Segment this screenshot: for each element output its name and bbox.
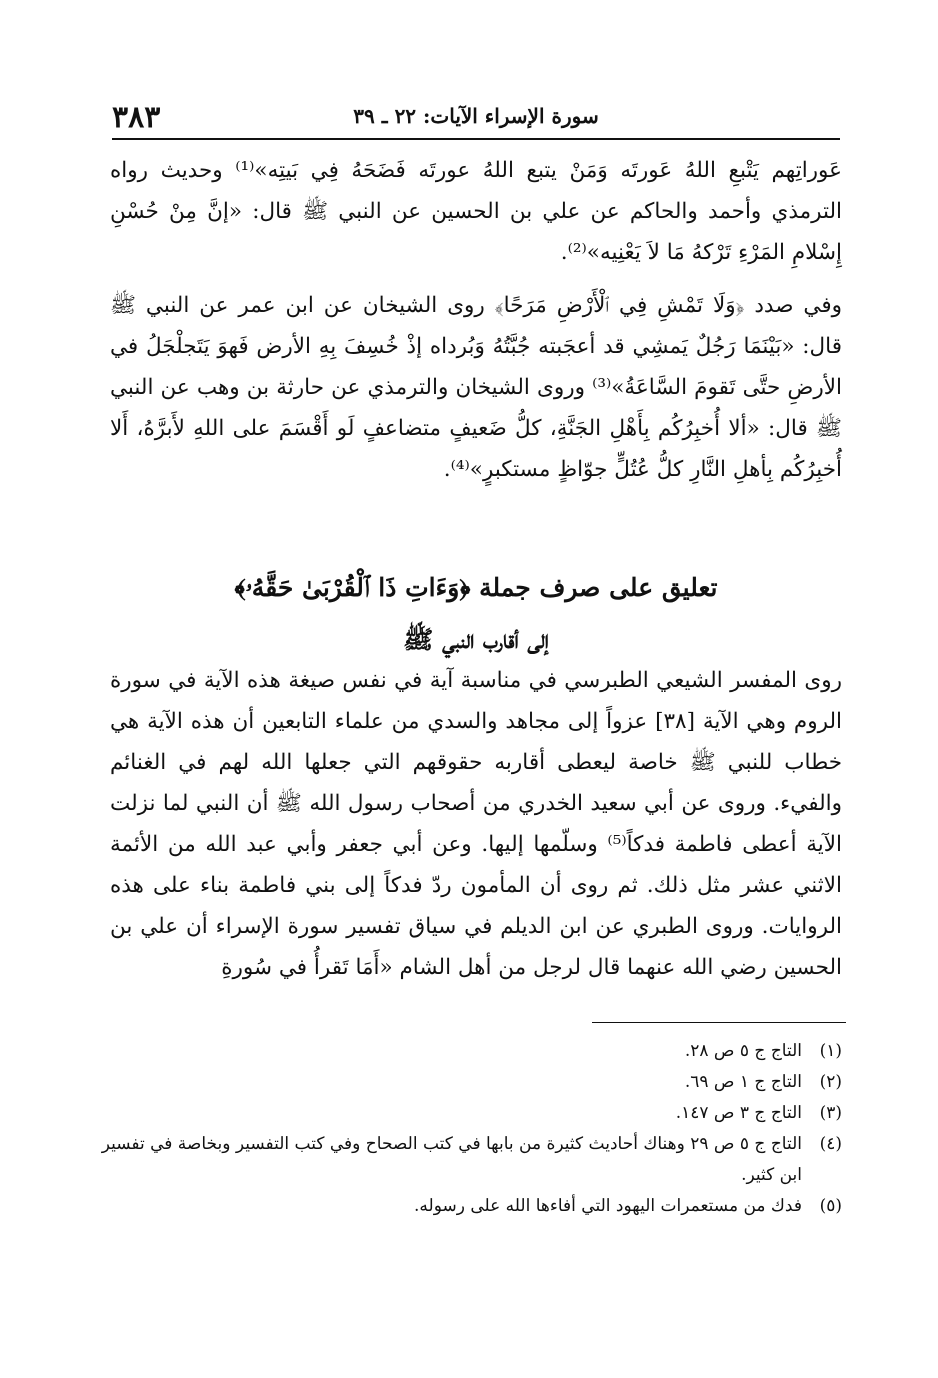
footnote-number: (٢) [819, 1072, 842, 1092]
footnotes [96, 1036, 842, 1222]
paragraph-3 [110, 660, 842, 988]
paragraph-1 [110, 150, 842, 273]
section-heading-line-1: تعليق على صرف جملة ﴿وَءَاتِ ذَا ٱلْقُرْبَىٰ حَقَّهُۥ﴾ [234, 573, 718, 602]
footnote-text: التاج ج ٥ ص ٢٨. [684, 1041, 802, 1061]
footnote-number: (٤) [819, 1134, 842, 1154]
section-heading [110, 562, 842, 666]
footnote-text: التاج ج ١ ص ٦٩. [684, 1072, 802, 1092]
page-header [112, 98, 840, 140]
paragraph-text: وفي صدد ﴿وَلَا تَمْشِ فِي ٱلْأَرْضِ مَرَحًا﴾ روى الشيخان عن ابن عمر عن النبي ﷺ قال: «بَيْنَمَا رَجُلٌ يَمشِي قد أعجَبته جُبَّتُهُ وَبُرداه إذْ خُسِفَ بِهِ الأرض فَهوَ يَتَجلْجَلُ في الأرضِ حتَّى تَقومَ السَّاعَةُ»⁽³⁾ وروى الشيخان والترمذي عن حارثة بن وهب عن النبي ﷺ قال: «ألا أُخبِرُكُم بِأَهْلِ الجَنَّةِ، كلُّ ضَعيفٍ متضاعفٍ لَو أَقْسَمَ على اللهِ لأَبرَّهُ، أَلا أُخبِرُكُم بِأهلِ النَّارِ كلُّ عُتُلٍّ جوّاظٍ مستكبرٍ»⁽⁴⁾. [110, 293, 842, 482]
section-heading-line-2: إلى أقارب النبي ﷺ [403, 625, 549, 654]
footnote-number: (١) [819, 1041, 842, 1061]
page-number: ٣٨٣ [112, 100, 161, 135]
footnote [96, 1036, 842, 1067]
paragraph-text: عَوراتِهم يَتْبعِ اللهُ عَورتَه وَمَنْ يتبع اللهُ عورتَه فَضَحَهُ فِي بَيتِه»⁽¹⁾ وحديث رواه الترمذي وأحمد والحاكم عن علي بن الحسين عن النبي ﷺ قال: «إنَّ مِنْ حُسْنِ إِسْلامِ المَرْءِ تَرْكهُ مَا لاَ يَعْنِيه»⁽²⁾. [110, 158, 842, 265]
footnote-text: التاج ج ٣ ص ١٤٧. [675, 1103, 802, 1123]
footnote-number: (٥) [819, 1196, 842, 1216]
footnote [96, 1098, 842, 1129]
footnote-text: التاج ج ٥ ص ٢٩ وهناك أحاديث كثيرة من بابها في كتب الصحاح وفي كتب التفسير وبخاصة في تفسير ابن كثير. [101, 1134, 802, 1185]
footnote-number: (٣) [819, 1103, 842, 1123]
footnote [96, 1129, 842, 1191]
paragraph-2 [110, 285, 842, 490]
footnote [96, 1067, 842, 1098]
footnote-text: فدك من مستعمرات اليهود التي أفاءها الله على رسوله. [414, 1196, 802, 1216]
paragraph-text: روى المفسر الشيعي الطبرسي في مناسبة آية في نفس صيغة هذه الآية في سورة الروم وهي الآية [٣٨] عزواً إلى مجاهد والسدي من علماء التابعين أن هذه الآية هي خطاب للنبي ﷺ خاصة ليعطى أقاربه حقوقهم التي جعلها الله لهم في الغنائم والفيء. وروى عن أبي سعيد الخدري من أصحاب رسول الله ﷺ أن النبي لما نزلت الآية أعطى فاطمة فدكاً⁽⁵⁾ وسلّمها إليها. وعن أبي جعفر وأبي عبد الله من الأئمة الاثني عشر مثل ذلك. ثم روى أن المأمون ردّ فدكاً إلى بني فاطمة بناء على هذه الروايات. وروى الطبري عن ابن الديلم في سياق تفسير سورة الإسراء أن علي بن الحسين رضي الله عنهما قال لرجل من أهل الشام «أَمَا تَقرأُ في سُورةِ [110, 668, 843, 980]
running-title: سورة الإسراء الآيات: ٢٢ ـ ٣٩ [353, 104, 599, 128]
footnote [96, 1191, 842, 1222]
footnote-divider [592, 1022, 846, 1023]
